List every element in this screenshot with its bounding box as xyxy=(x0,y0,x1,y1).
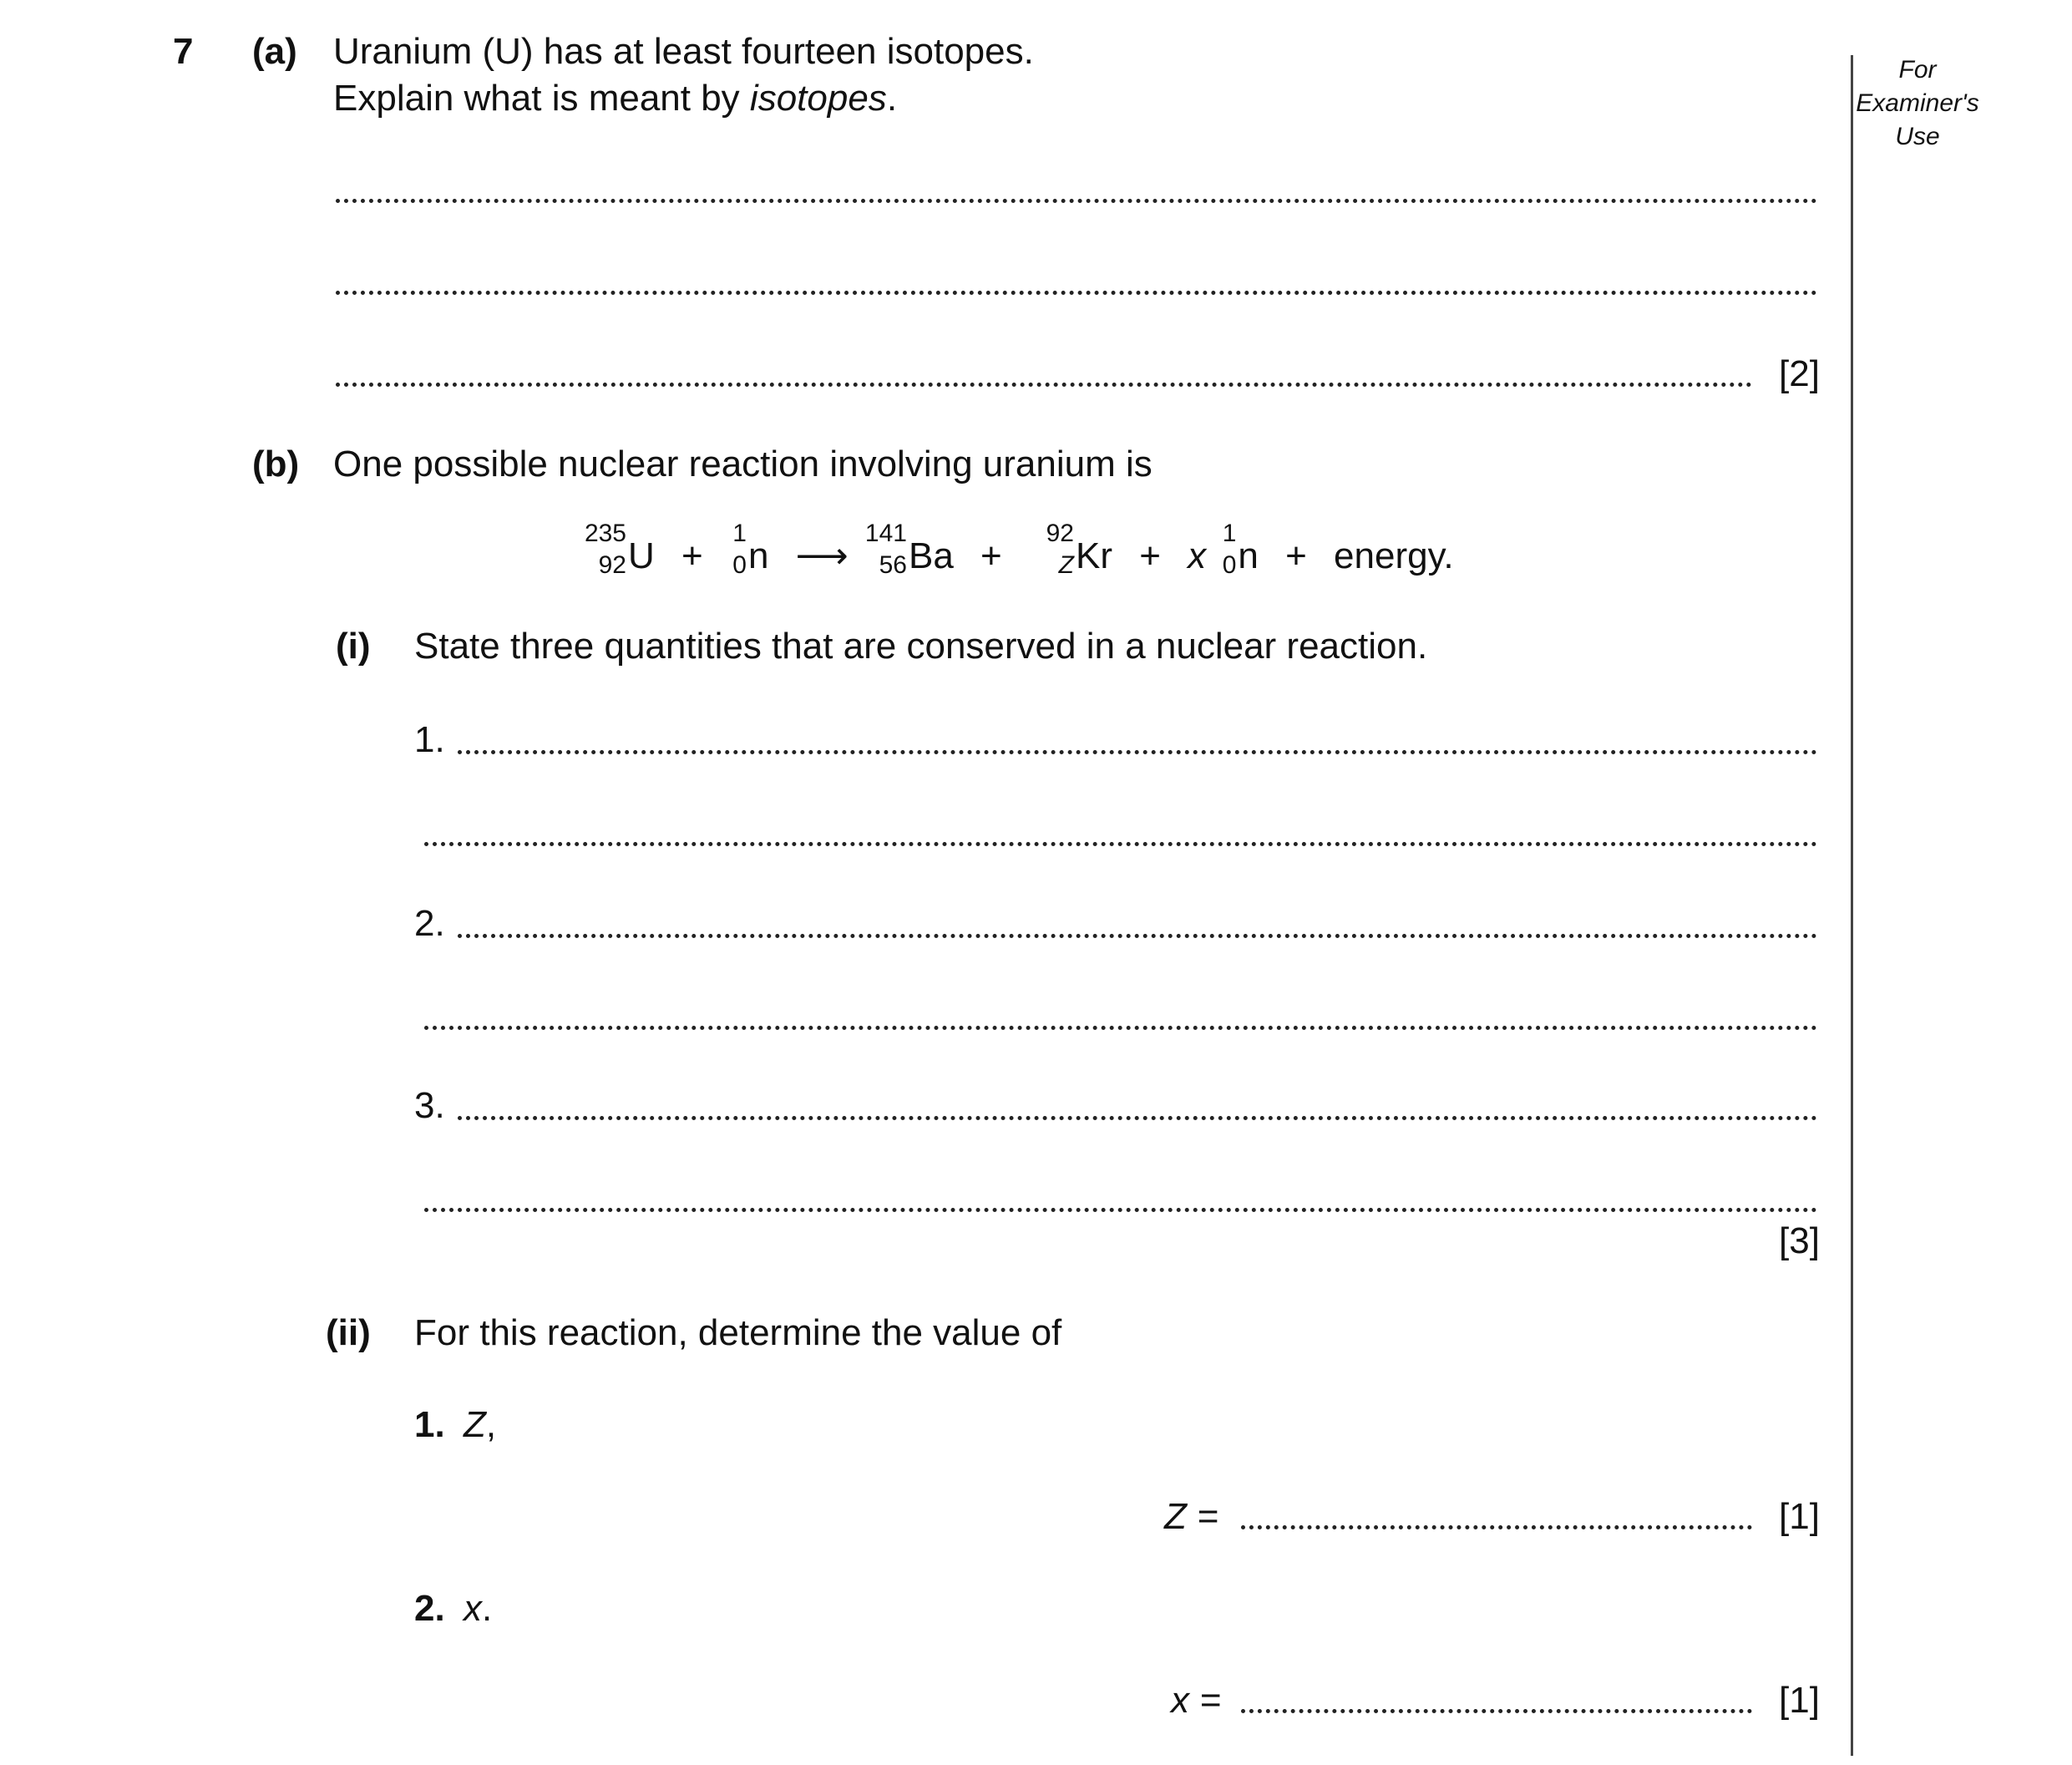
neutron-1-atomic-number: 0 xyxy=(732,551,747,579)
barium-atomic-number: 56 xyxy=(879,551,907,579)
z-answer-line[interactable] xyxy=(1241,1525,1752,1529)
uranium-mass-number: 235 xyxy=(584,520,626,547)
krypton-atomic-number: Z xyxy=(1058,551,1074,579)
examiner-label-line3: Use xyxy=(1895,123,1940,150)
barium-mass-number: 141 xyxy=(864,520,907,547)
neutron-nuclide-1 xyxy=(732,520,769,579)
part-b-label: (b) xyxy=(252,444,300,484)
barium-symbol: Ba xyxy=(908,535,954,576)
neutron-1-symbol: n xyxy=(747,535,769,576)
krypton-symbol: Kr xyxy=(1075,535,1112,576)
sub-ii-q2-number: 2. xyxy=(414,1588,445,1629)
answer-line-i2b[interactable] xyxy=(424,1026,1817,1030)
sub-i-label: (i) xyxy=(336,626,371,667)
krypton-nuclide xyxy=(1046,520,1112,579)
neutron-1-mass-number: 1 xyxy=(732,520,747,547)
part-b-intro: One possible nuclear reaction involving uranium is xyxy=(333,444,1153,484)
plus-sign-1: + xyxy=(681,535,703,576)
part-a-question-prefix: Explain what is meant by xyxy=(333,78,750,119)
barium-nuclide xyxy=(864,520,954,579)
neutron-2-symbol: n xyxy=(1238,535,1259,576)
sub-ii-q1-punct: , xyxy=(485,1404,497,1445)
item-3-number: 3. xyxy=(414,1085,445,1126)
z-answer-label: Z = xyxy=(1164,1496,1218,1537)
examiner-use-column xyxy=(1851,53,1984,154)
item-2-number: 2. xyxy=(414,903,445,944)
sub-ii-label: (ii) xyxy=(326,1312,371,1353)
answer-line-i3a[interactable] xyxy=(458,1116,1817,1120)
plus-sign-2: + xyxy=(980,535,1002,576)
sub-i-marks: [3] xyxy=(1779,1220,1820,1261)
sub-ii-q1-number: 1. xyxy=(414,1404,445,1445)
part-a-question-term: isotopes xyxy=(749,78,887,119)
x-marks: [1] xyxy=(1779,1680,1820,1721)
plus-sign-4: + xyxy=(1285,535,1307,576)
answer-line-i3b[interactable] xyxy=(424,1208,1817,1212)
item-1-number: 1. xyxy=(414,719,445,760)
x-answer-line[interactable] xyxy=(1241,1709,1752,1713)
z-marks: [1] xyxy=(1779,1496,1820,1537)
part-a-label: (a) xyxy=(252,31,297,72)
sub-i-question: State three quantities that are conserved in a nuclear reaction. xyxy=(414,626,1428,667)
x-answer-label: x = xyxy=(1171,1680,1221,1721)
sub-ii-question: For this reaction, determine the value of xyxy=(414,1312,1062,1353)
reaction-arrow: ⟶ xyxy=(795,535,849,576)
part-a-question xyxy=(333,77,897,120)
answer-line-i2a[interactable] xyxy=(458,934,1817,938)
examiner-label-line1: For xyxy=(1898,56,1937,84)
sub-ii-q1 xyxy=(414,1403,496,1447)
answer-line-i1b[interactable] xyxy=(424,842,1817,846)
uranium-atomic-number: 92 xyxy=(598,551,626,579)
sub-ii-q1-variable: Z xyxy=(463,1404,486,1445)
part-a-statement: Uranium (U) has at least fourteen isotopes. xyxy=(333,31,1034,72)
uranium-symbol: U xyxy=(628,535,655,576)
neutron-2-mass-number: 1 xyxy=(1222,520,1237,547)
neutron-2-atomic-number: 0 xyxy=(1222,551,1237,579)
uranium-nuclide xyxy=(584,520,655,579)
neutron-nuclide-2 xyxy=(1222,520,1259,579)
part-a-question-suffix: . xyxy=(886,78,898,119)
examiner-margin-divider xyxy=(1851,55,1853,1756)
answer-line-i1a[interactable] xyxy=(458,750,1817,754)
answer-line-a3[interactable] xyxy=(336,383,1752,387)
answer-line-a2[interactable] xyxy=(336,291,1817,295)
sub-ii-q2-punct: . xyxy=(481,1588,493,1629)
nuclear-equation xyxy=(584,520,1454,579)
question-number: 7 xyxy=(173,31,194,72)
krypton-mass-number: 92 xyxy=(1046,520,1074,547)
answer-line-a1[interactable] xyxy=(336,199,1817,203)
sub-ii-q2 xyxy=(414,1587,492,1631)
energy-term: energy. xyxy=(1334,535,1454,576)
examiner-label-line2: Examiner's xyxy=(1856,89,1979,117)
part-a-marks: [2] xyxy=(1779,353,1820,394)
plus-sign-3: + xyxy=(1139,535,1161,576)
neutron-count-x: x xyxy=(1188,535,1207,576)
sub-ii-q2-variable: x xyxy=(463,1588,482,1629)
